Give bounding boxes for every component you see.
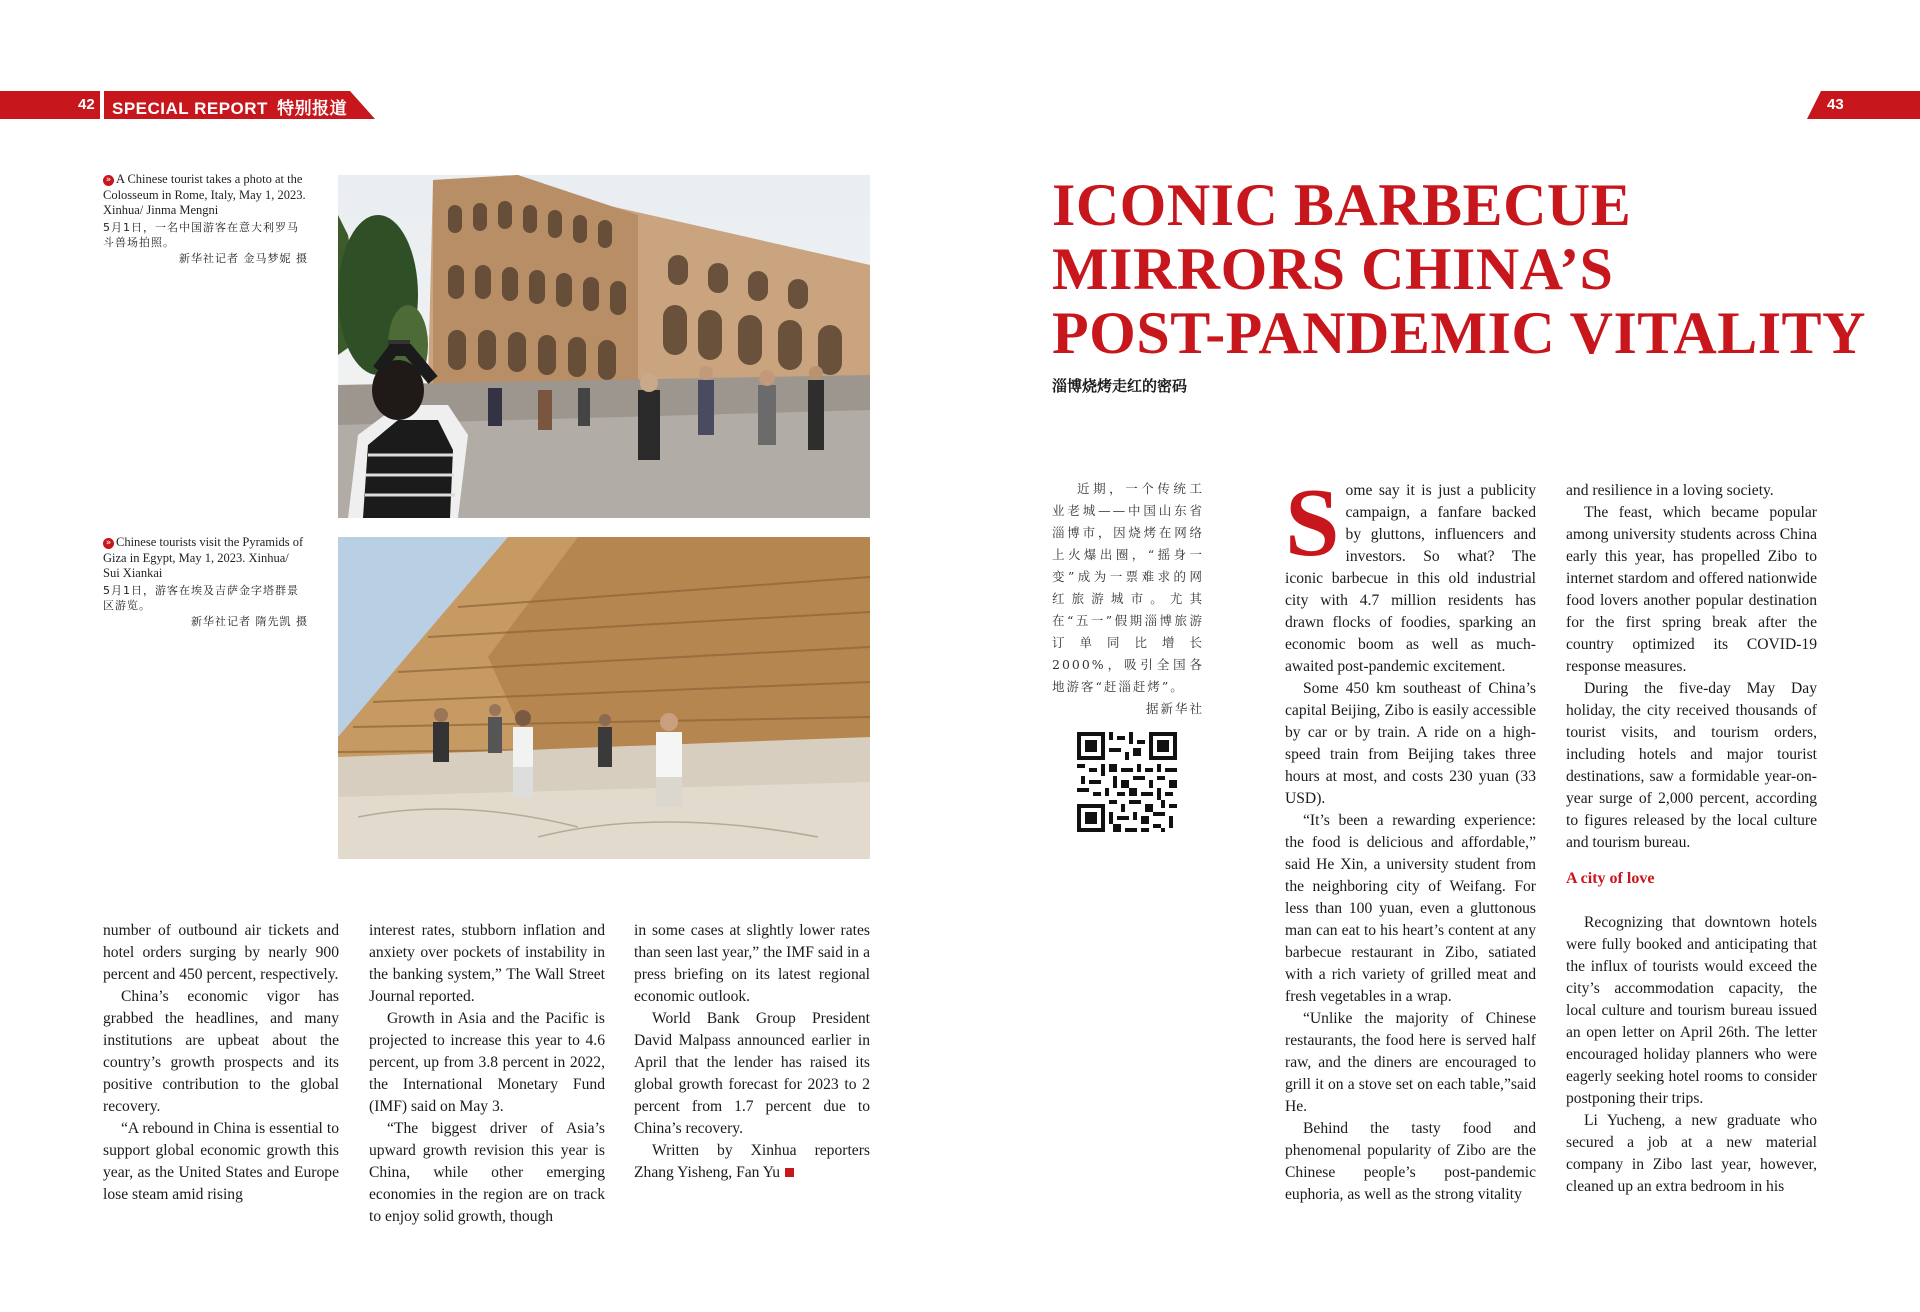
lead-paragraph xyxy=(1285,469,1536,678)
byline-text: Written by Xinhua reporters Zhang Yisheng, Fan Yu xyxy=(634,1142,870,1181)
paragraph: “Unlike the majority of Chinese restaurants, the food here is served half raw, and the diners are encouraged to grill it on a stove set on each table,”said He. xyxy=(1285,1010,1536,1115)
paragraph: China’s economic vigor has grabbed the headlines, and many institutions are upbeat about the country’s growth prospects and its positive contribution to the global recovery. xyxy=(103,988,339,1115)
chinese-intro xyxy=(1052,478,1204,720)
photo-caption-pyramids xyxy=(103,535,308,629)
paragraph: in some cases at slightly lower rates than seen last year,” the IMF said in a press briefing on its latest regional economic outlook. xyxy=(634,922,870,1005)
left-page-number: 42 xyxy=(78,96,95,113)
intro-text: 近期，一个传统工业老城——中国山东省淄博市，因烧烤在网络上火爆出圈，“摇身一变”成为一票难求的网红旅游城市。尤其在“五一”假期淄博旅游订单同比增长2000%，吸引全国各地游客“赶淄赶烤”。 xyxy=(1052,481,1204,694)
title-line: POST-PANDEMIC VITALITY xyxy=(1052,300,1866,366)
title-line: MIRRORS CHINA’S xyxy=(1052,236,1614,302)
paragraph: Behind the tasty food and phenomenal popularity of Zibo are the Chinese people’s post-pandemic euphoria, as well as the strong vitality xyxy=(1285,1120,1536,1203)
caption-credit: 新华社记者 隋先凯 摄 xyxy=(191,614,308,628)
paragraph: interest rates, stubborn inflation and anxiety over pockets of instability in the banking system,” The Wall Street Journal reported. xyxy=(369,922,605,1005)
caption-en: A Chinese tourist takes a photo at the Colosseum in Rome, Italy, May 1, 2023. Xinhua/ Jinma Mengni xyxy=(103,172,306,217)
left-article-column-3 xyxy=(634,920,870,1184)
paragraph: “The biggest driver of Asia’s upward growth revision this year is China, while other emerging economies in the region are on track to enjoy solid growth, though xyxy=(369,1120,605,1225)
drop-cap: S xyxy=(1285,469,1340,577)
paragraph: “A rebound in China is essential to support global economic growth this year, as the United States and Europe lose steam amid rising xyxy=(103,1120,339,1203)
left-article-column-2 xyxy=(369,920,605,1228)
photo-caption-colosseum xyxy=(103,172,308,266)
section-label-zh: 特别报道 xyxy=(277,99,348,119)
header-divider xyxy=(100,91,104,119)
caption-arrow-icon: » xyxy=(103,538,114,549)
paragraph: Li Yucheng, a new graduate who secured a job at a new material company in Zibo last year, however, cleaned up an extra bedroom in his xyxy=(1566,1112,1817,1195)
paragraph: “It’s been a rewarding experience: the food is delicious and affordable,” said He Xin, a university student from the neighboring city of Weifang. For less than 100 yuan, even a gluttonous man can eat to his heart’s content at any barbecue restaurant in Zibo, satiated with a rich variety of grilled meat and fresh vegetables in a wrap. xyxy=(1285,812,1536,1005)
right-article-column-1 xyxy=(1285,469,1536,1206)
byline xyxy=(634,1140,870,1184)
paragraph: During the five-day May Day holiday, the city received thousands of tourist visits, and tourism orders, including hotels and major tourist destinations, saw a formidable year-on-year surge of 2,000 percent, according to figures released by the local culture and tourism bureau. xyxy=(1566,680,1817,851)
paragraph: The feast, which became popular among university students across China early this year, has propelled Zibo to internet stardom and offered nationwide food lovers another popular destination for the first spring break after the country optimized its COVID-19 response measures. xyxy=(1566,504,1817,675)
end-mark-icon xyxy=(785,1168,794,1177)
caption-credit: 新华社记者 金马梦妮 摄 xyxy=(179,251,308,265)
paragraph: Growth in Asia and the Pacific is projected to increase this year to 4.6 percent, up from 3.8 percent in 2022, the International Monetary Fund (IMF) said on May 3. xyxy=(369,1010,605,1115)
left-article-column-1 xyxy=(103,920,339,1206)
pyramids-photo xyxy=(338,537,870,859)
caption-arrow-icon: » xyxy=(103,175,114,186)
paragraph: Some 450 km southeast of China’s capital Beijing, Zibo is easily accessible by car or by train. A ride on a high-speed train from Beijing takes three hours at most, and costs 230 yuan (33 USD). xyxy=(1285,680,1536,807)
section-label-en: SPECIAL REPORT xyxy=(112,99,268,118)
section-subhead: A city of love xyxy=(1566,870,1655,887)
colosseum-photo xyxy=(338,175,870,518)
right-header-bar xyxy=(1807,91,1920,119)
paragraph: Recognizing that downtown hotels were fully booked and anticipating that the influx of tourists would exceed the city’s accommodation capacity, the local culture and tourism bureau issued an open letter on April 26th. The letter encouraged holiday planners who were eagerly seeking hotel rooms to consider postponing their trips. xyxy=(1566,914,1817,1107)
lead-text: ome say it is just a publicity campaign, a fanfare backed by gluttons, influencers and investors. So what? The iconic barbecue in this old industrial city with 4.7 million residents has drawn flocks of foodies, sparking an economic boom as well as much-awaited post-pandemic excitement. xyxy=(1285,482,1536,675)
paragraph: and resilience in a loving society. xyxy=(1566,482,1774,499)
paragraph: World Bank Group President David Malpass announced earlier in April that the lender has raised its global growth forecast for 2023 to 2 percent from 1.7 percent due to China’s recovery. xyxy=(634,1010,870,1137)
intro-source: 据新华社 xyxy=(1145,701,1204,716)
caption-zh: 5月1日，一名中国游客在意大利罗马斗兽场拍照。 xyxy=(103,220,299,249)
right-page-number: 43 xyxy=(1827,96,1844,113)
article-subtitle-zh: 淄博烧烤走红的密码 xyxy=(1052,377,1188,395)
right-article-column-2 xyxy=(1566,480,1817,1198)
article-title xyxy=(1052,173,1866,365)
caption-en: Chinese tourists visit the Pyramids of Giza in Egypt, May 1, 2023. Xinhua/ Sui Xiankai xyxy=(103,535,304,580)
paragraph: number of outbound air tickets and hotel orders surging by nearly 900 percent and 450 percent, respectively. xyxy=(103,922,339,983)
section-label xyxy=(112,94,347,119)
qr-code[interactable] xyxy=(1077,732,1177,832)
title-line: ICONIC BARBECUE xyxy=(1052,172,1632,238)
caption-zh: 5月1日，游客在埃及吉萨金字塔群景区游览。 xyxy=(103,583,299,612)
